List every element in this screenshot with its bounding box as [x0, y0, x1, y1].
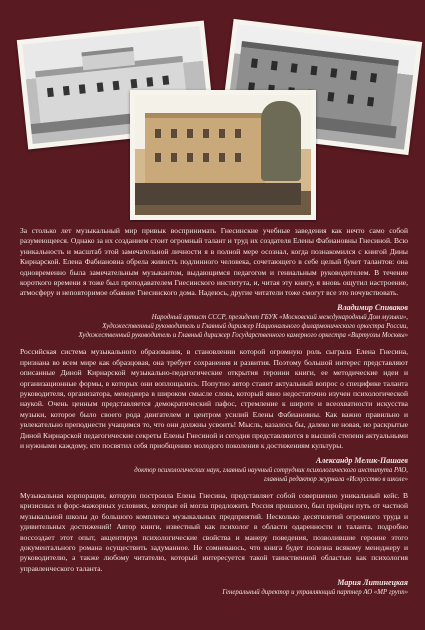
text-area: [20, 226, 408, 597]
testimonial-paragraph-3: Музыкальная корпорация, которую построила Елена Гнесина, представляет собой совершенно уникальный кейс. В кризисных и форс-мажорных условиях, которые ей могла предложить Россия прошлого, был пройден путь от частной музыкальной школы до большого комплекса музыкальных предприятий. Несколько десятилетий огромного труда и удивительных достижений! Автор книги, известный как психолог в области одаренности и таланта, подробно воссоздает этот опыт, акцентируя психологические свойства и манеру поведения, позволившие героине этого документального романа осуществить задуманное. Не сомневаюсь, что книга будет полезна всякому менеджеру и руководителю, а также любому читателю, который интересуется такой таинственной областью как психология управленческого таланта.: [20, 490, 408, 573]
signature-role: доктор психологических наук, главный научный сотрудник психологического института РАО,: [134, 466, 408, 474]
testimonial-paragraph-1: За столько лет музыкальный мир привык воспринимать Гнесинские учебные заведения как нечто само собой разумеющееся. Однако за их созданием стоит огромный талант и труд их создателя Елены Фабиановны Гнесиной. Всю уникальность и масштаб этой замечательной личности я в полной мере осознал, когда познакомился с книгой Дины Кирнарской. Елена Фабиановна обрела живость подлинного человека, сочетающего в себе целый букет талантов: она одновременно была замечательным музыкантом, выдающимся педагогом и гениальным руководителем. В течение короткого времени я тоже был преподавателем Гнесинского института, и, читая эту книгу, я вновь ощутил настроение, атмосферу и неповторимое обаяние Гнесинского дома. Надеюсь, другие читатели тоже смогут все это почувствовать.: [20, 226, 408, 298]
signature-role: Генеральный директор и управляющий партнер АО «МР групп»: [222, 589, 408, 597]
signature-role: Художественный руководитель и Главный дирижер Национального филармонического оркестра России,: [102, 323, 408, 331]
signature-role: Художественный руководитель и Главный дирижер Государственного камерного оркестра «Виртуозы Москвы»: [78, 332, 408, 340]
photo-collage: [0, 0, 425, 220]
signature-role: Народный артист СССР, президент ГБУК «Московский международный Дом музыки»,: [151, 313, 408, 321]
signature-name-1: Владимир Спиваков: [337, 302, 408, 312]
signature-block-3: [20, 577, 408, 597]
signature-block-2: [20, 455, 408, 484]
signature-name-2: Александр Мелик-Пашаев: [315, 455, 408, 465]
signature-block-1: [20, 302, 408, 341]
signature-name-3: Мария Литинецкая: [337, 578, 408, 588]
photo-courtyard-color: [130, 90, 316, 220]
testimonial-paragraph-2: Российская система музыкального образования, в становлении которой огромную роль сыграла Елена Гнесина, признана во всем мире как образцовая, она требует сохранения и развития. Поэтому большой интерес представляют описанные Диной Кирнарской музыкально-педагогические открытия героини книги, ее методические идеи и организационные формы, в которых они воплощались. Попутно автор ставит актуальный вопрос о специфике таланта руководителя, организатора, менеджера в широком смысле слова, который явно недостаточно изучен психологической наукой. Очень ценным представляется демократический пафос, стремление к широте и всеохватности искусства музыки, которое было своего рода двигателем и центром усилий Елены Фабиановны. Как важно правильно и увлекательно преподнести учащимся то, что они должны усвоить! Мысль, казалось бы, далеко не новая, но раскрытые Диной Кирнарской педагогические секреты Елены Гнесиной и сегодня представляются в высшей степени актуальными и нужными каждому, кто посвятил себя приобщению молодого поколения к достижениям культуры.: [20, 347, 408, 451]
signature-role: главный редактор журнала «Искусство в школе»: [263, 475, 408, 483]
